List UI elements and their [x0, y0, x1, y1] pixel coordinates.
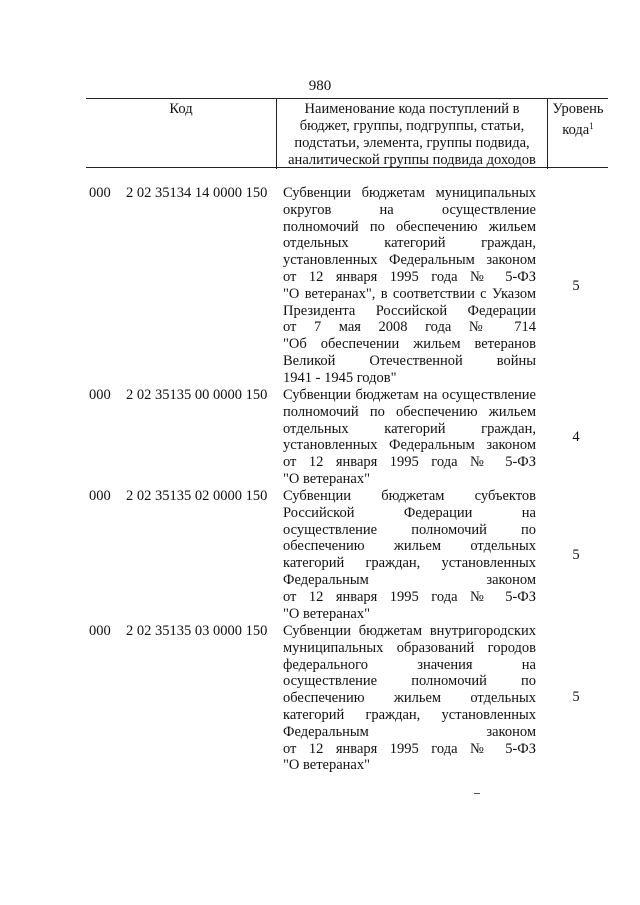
header-name-line: бюджет, группы, подгруппы, статьи, [299, 118, 525, 134]
description-line: Президента Российской Федерации [283, 302, 536, 319]
code-group: 000 [89, 623, 111, 639]
description-line: от 12 января 1995 года № 5-ФЗ [283, 454, 536, 471]
code-number: 2 02 35135 03 0000 150 [126, 623, 268, 639]
description-line: от 12 января 1995 года № 5-ФЗ [283, 268, 536, 285]
description-line: от 12 января 1995 года № 5-ФЗ [283, 588, 536, 605]
table-header [86, 98, 608, 168]
row-description [283, 623, 536, 774]
description-line: полномочий по обеспечению жильем [283, 403, 536, 420]
description-line: "О ветеранах" [283, 757, 371, 774]
row-description [283, 488, 536, 622]
scan-mark [474, 793, 480, 794]
header-level-line2: кода [562, 122, 590, 138]
row-description [283, 387, 536, 488]
description-line: Федеральным законом [283, 723, 536, 740]
description-line: обеспечению жильем отдельных [283, 690, 536, 707]
description-line: муниципальных образований городов [283, 639, 536, 656]
page-number: 980 [308, 78, 332, 94]
description-line: "О ветеранах" [283, 605, 371, 622]
description-line: от 7 мая 2008 года № 714 [283, 319, 536, 336]
header-code: Код [86, 99, 277, 169]
level-value: 5 [572, 689, 580, 705]
header-name [277, 99, 548, 169]
code-number: 2 02 35135 00 0000 150 [126, 387, 268, 403]
description-line: установленных Федеральным законом [283, 437, 536, 454]
description-line: осуществление полномочий по [283, 673, 536, 690]
header-name-line: аналитической группы подвида доходов [288, 152, 536, 168]
header-name-line: подстатьи, элемента, группы подвида, [294, 135, 530, 151]
header-name-line: Наименование кода поступлений в [304, 101, 520, 117]
description-line: Федеральным законом [283, 571, 536, 588]
description-line: осуществление полномочий по [283, 521, 536, 538]
header-level [548, 99, 608, 169]
description-line: отдельных категорий граждан, [283, 235, 536, 252]
level-value: 5 [572, 547, 580, 563]
description-line: "О ветеранах", в соответствии с Указом [283, 285, 536, 302]
description-line: полномочий по обеспечению жильем [283, 218, 536, 235]
description-line: Субвенции бюджетам внутригородских [283, 623, 536, 639]
row-description [283, 185, 536, 387]
description-line: обеспечению жильем отдельных [283, 538, 536, 555]
code-group: 000 [89, 185, 111, 201]
level-value: 5 [572, 278, 580, 294]
description-line: от 12 января 1995 года № 5-ФЗ [283, 740, 536, 757]
header-level-line1: Уровень [552, 101, 604, 117]
code-number: 2 02 35135 02 0000 150 [126, 488, 268, 504]
description-line: округов на осуществление [283, 201, 536, 218]
code-group: 000 [89, 488, 111, 504]
description-line: отдельных категорий граждан, [283, 420, 536, 437]
code-number: 2 02 35134 14 0000 150 [126, 185, 268, 201]
description-line: Российской Федерации на [283, 504, 536, 521]
description-line: Субвенции бюджетам на осуществление [283, 387, 536, 403]
footnote-marker: 1 [589, 121, 594, 131]
description-line: 1941 - 1945 годов" [283, 369, 397, 386]
description-line: Великой Отечественной войны [283, 352, 536, 369]
level-value: 4 [572, 429, 580, 445]
description-line: категорий граждан, установленных [283, 555, 536, 572]
description-line: категорий граждан, установленных [283, 706, 536, 723]
description-line: "О ветеранах" [283, 470, 371, 487]
description-line: "Об обеспечении жильем ветеранов [283, 336, 536, 353]
description-line: установленных Федеральным законом [283, 252, 536, 269]
code-group: 000 [89, 387, 111, 403]
description-line: Субвенции бюджетам муниципальных [283, 185, 536, 201]
description-line: Субвенции бюджетам субъектов [283, 488, 536, 504]
description-line: федерального значения на [283, 656, 536, 673]
